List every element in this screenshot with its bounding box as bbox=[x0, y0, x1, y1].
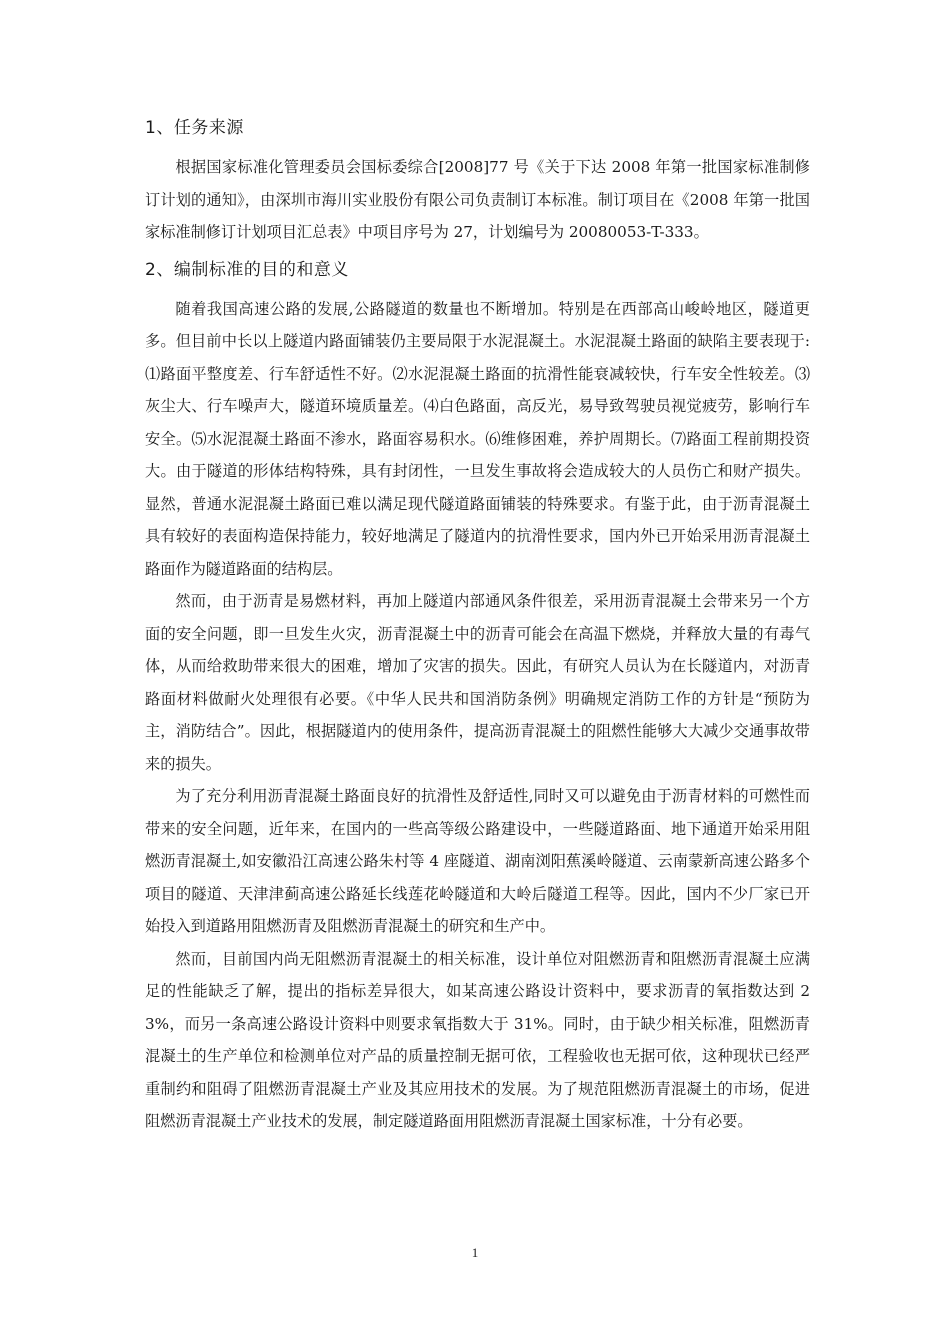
paragraph: 为了充分利用沥青混凝土路面良好的抗滑性及舒适性,同时又可以避免由于沥青材料的可燃性而带来的安全问题，近年来，在国内的一些高等级公路建设中，一些隧道路面、地下通道开始采用阻燃沥青混凝土,如安徽沿江高速公路朱村等 4 座隧道、湖南浏阳蕉溪岭隧道、云南蒙新高速公路多个项目的隧道、天津津蓟高速公路延长线莲花岭隧道和大岭后隧道工程等。因此，国内不少厂家已开始投入到道路用阻燃沥青及阻燃沥青混凝土的研究和生产中。 bbox=[145, 787, 810, 935]
paragraph: 随着我国高速公路的发展,公路隧道的数量也不断增加。特别是在西部高山峻岭地区，隧道更多。但目前中长以上隧道内路面铺装仍主要局限于水泥混凝土。水泥混凝土路面的缺陷主要表现于:⑴路面平整度差、行车舒适性不好。⑵水泥混凝土路面的抗滑性能衰减较快，行车安全性较差。⑶灰尘大、行车噪声大，隧道环境质量差。⑷白色路面，高反光，易导致驾驶员视觉疲劳，影响行车安全。⑸水泥混凝土路面不渗水，路面容易积水。⑹维修困难，养护周期长。⑺路面工程前期投资大。由于隧道的形体结构特殊，具有封闭性，一旦发生事故将会造成较大的人员伤亡和财产损失。显然，普通水泥混凝土路面已难以满足现代隧道路面铺装的特殊要求。有鉴于此，由于沥青混凝土具有较好的表面构造保持能力，较好地满足了隧道内的抗滑性要求，国内外已开始采用沥青混凝土路面作为隧道路面的结构层。 bbox=[145, 299, 810, 578]
paragraph: 然而，目前国内尚无阻燃沥青混凝土的相关标准，设计单位对阻燃沥青和阻燃沥青混凝土应满足的性能缺乏了解，提出的指标差异很大，如某高速公路设计资料中，要求沥青的氧指数达到 23%，而另一条高速公路设计资料中则要求氧指数大于 31%。同时，由于缺少相关标准，阻燃沥青混凝土的生产单位和检测单位对产品的质量控制无据可依，工程验收也无据可依，这种现状已经严重制约和阻碍了阻燃沥青混凝土产业及其应用技术的发展。为了规范阻燃沥青混凝土的市场，促进阻燃沥青混凝土产业技术的发展，制定隧道路面用阻燃沥青混凝土国家标准，十分有必要。 bbox=[145, 949, 810, 1130]
document-body bbox=[145, 113, 810, 1144]
page-number: 1 bbox=[471, 1245, 479, 1260]
section-task-source bbox=[145, 113, 810, 249]
paragraph: 根据国家标准化管理委员会国标委综合[2008]77 号《关于下达 2008 年第一批国家标准制修订计划的通知》，由深圳市海川实业股份有限公司负责制订本标准。制订项目在《2008 年第一批国家标准制修订计划项目汇总表》中项目序号为 27，计划编号为 20080053-T-333。 bbox=[145, 158, 810, 241]
section-purpose-and-significance bbox=[145, 255, 810, 1138]
section-heading: 2、编制标准的目的和意义 bbox=[145, 259, 349, 280]
paragraph: 然而，由于沥青是易燃材料，再加上隧道内部通风条件很差，采用沥青混凝土会带来另一个方面的安全问题，即一旦发生火灾，沥青混凝土中的沥青可能会在高温下燃烧，并释放大量的有毒气体，从而给救助带来很大的困难，增加了灾害的损失。因此，有研究人员认为在长隧道内，对沥青路面材料做耐火处理很有必要。《中华人民共和国消防条例》明确规定消防工作的方针是“预防为主，消防结合”。因此，根据隧道内的使用条件，提高沥青混凝土的阻燃性能够大大减少交通事故带来的损失。 bbox=[145, 592, 810, 773]
section-heading: 1、任务来源 bbox=[145, 118, 244, 138]
